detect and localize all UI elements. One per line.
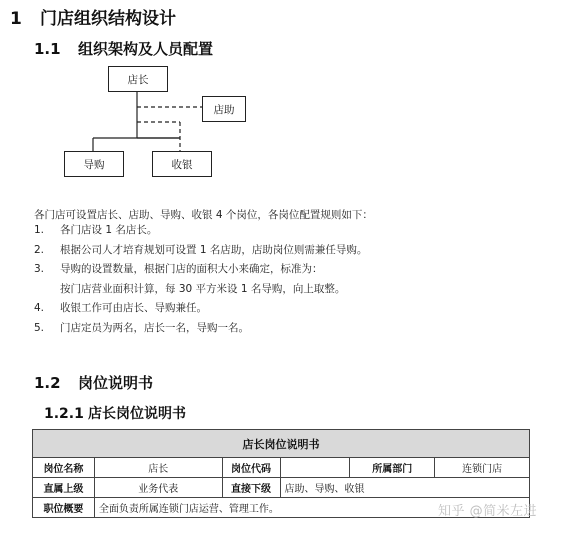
list-item: 按门店营业面积计算，每 30 平方米设 1 名导购，向上取整。: [60, 282, 346, 295]
section-title: 岗位说明书: [78, 374, 154, 392]
section-heading-1-2: [34, 372, 153, 393]
list-item: 5. 门店定员为两名，店长一名，导购一名。: [34, 321, 249, 334]
table-cell: 直接下级: [222, 478, 280, 498]
table-cell: 连锁门店: [435, 458, 530, 478]
table-cell: 业务代表: [94, 478, 222, 498]
table-cell: 岗位代码: [222, 458, 280, 478]
list-item: 3. 导购的设置数量，根据门店的面积大小来确定，标准为：: [34, 263, 323, 275]
chapter-title: 门店组织结构设计: [40, 9, 176, 29]
table-cell: 全面负责所属连锁门店运营、管理工作。: [94, 498, 529, 518]
section-number: 1.2.1: [44, 406, 84, 422]
table-row: [33, 478, 530, 498]
intro-paragraph: 各门店可设置店长、店助、导购、收银 4 个岗位，各岗位配置规则如下：: [34, 209, 373, 221]
table-cell: 店长: [94, 458, 222, 478]
chapter-number: 1: [10, 9, 22, 29]
table-cell: 职位概要: [33, 498, 95, 518]
table-cell: 岗位名称: [33, 458, 95, 478]
org-node-assistant: 店助: [202, 96, 246, 122]
table-cell: 直属上级: [33, 478, 95, 498]
org-node-shopping-guide: 导购: [64, 151, 124, 177]
table-row: [33, 458, 530, 478]
list-item: 2. 根据公司人才培育规划可设置 1 名店助，店助岗位则需兼任导购。: [34, 243, 368, 256]
list-item: 1. 各门店设 1 名店长。: [34, 224, 158, 236]
table-cell: [280, 458, 350, 478]
section-heading-1-2-1: [44, 403, 186, 423]
org-node-store-manager: 店长: [108, 66, 168, 92]
section-title: 组织架构及人员配置: [78, 40, 214, 58]
rules-list: [34, 221, 554, 338]
table-title-row: [33, 430, 530, 458]
watermark: 知乎 @简米左进: [438, 504, 538, 519]
org-node-cashier: 收银: [152, 151, 212, 177]
section-number: 1.2: [34, 374, 61, 392]
table-title: 店长岗位说明书: [33, 430, 530, 458]
table-cell: 所属部门: [350, 458, 435, 478]
list-item: 4. 收银工作可由店长、导购兼任。: [34, 302, 207, 314]
table-cell: 店助、导购、收银: [280, 478, 530, 498]
section-title: 店长岗位说明书: [88, 406, 186, 422]
section-number: 1.1: [34, 40, 61, 58]
